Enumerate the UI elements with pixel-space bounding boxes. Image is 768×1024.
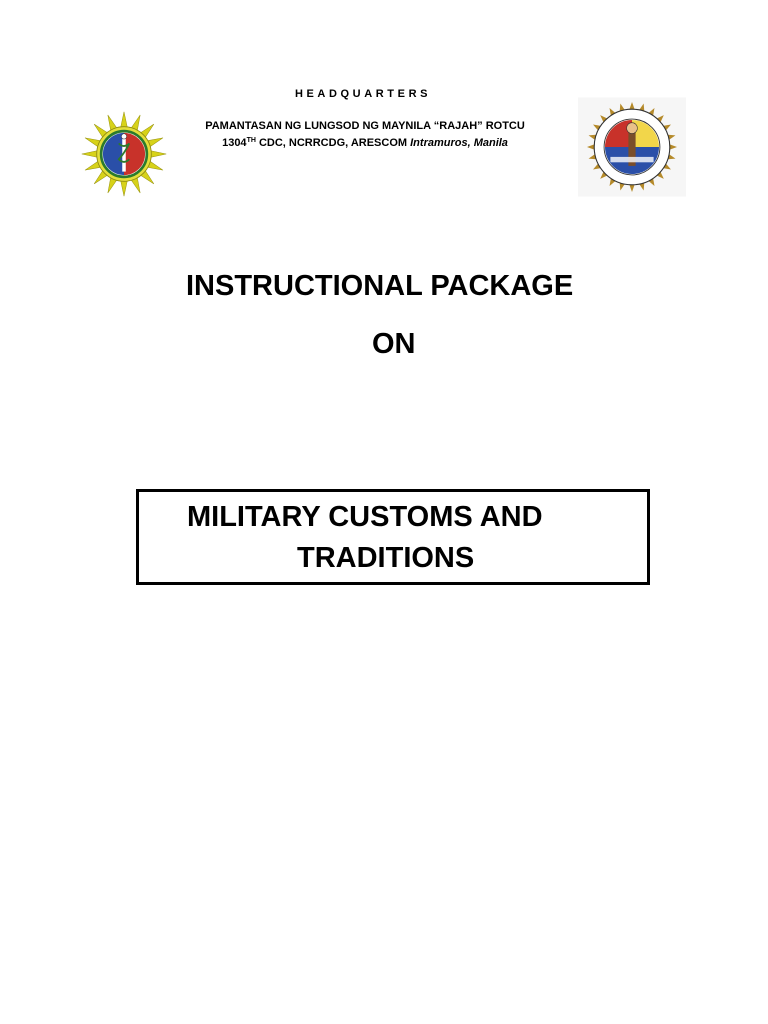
title-line-2: ON	[372, 328, 416, 360]
title-line-1: INSTRUCTIONAL PACKAGE	[186, 270, 574, 302]
subject-box	[136, 489, 650, 585]
unit-address	[148, 137, 582, 149]
subject-line-2: TRADITIONS	[297, 542, 475, 574]
headquarters-label: HEADQUARTERS	[294, 88, 432, 100]
unit-number-suffix: TH	[246, 137, 256, 144]
unit-name: PAMANTASAN NG LUNGSOD NG MAYNILA “RAJAH” ROTCU	[205, 120, 525, 132]
unit-commands: CDC, NCRRCDG, ARESCOM	[255, 137, 411, 149]
rajah-rotc-seal-icon	[578, 97, 686, 197]
subject-line-1: MILITARY CUSTOMS AND	[187, 501, 543, 533]
unit-place: Intramuros, Manila	[410, 137, 508, 149]
unit-number: 1304	[222, 137, 247, 149]
plm-seal-icon	[80, 110, 168, 198]
